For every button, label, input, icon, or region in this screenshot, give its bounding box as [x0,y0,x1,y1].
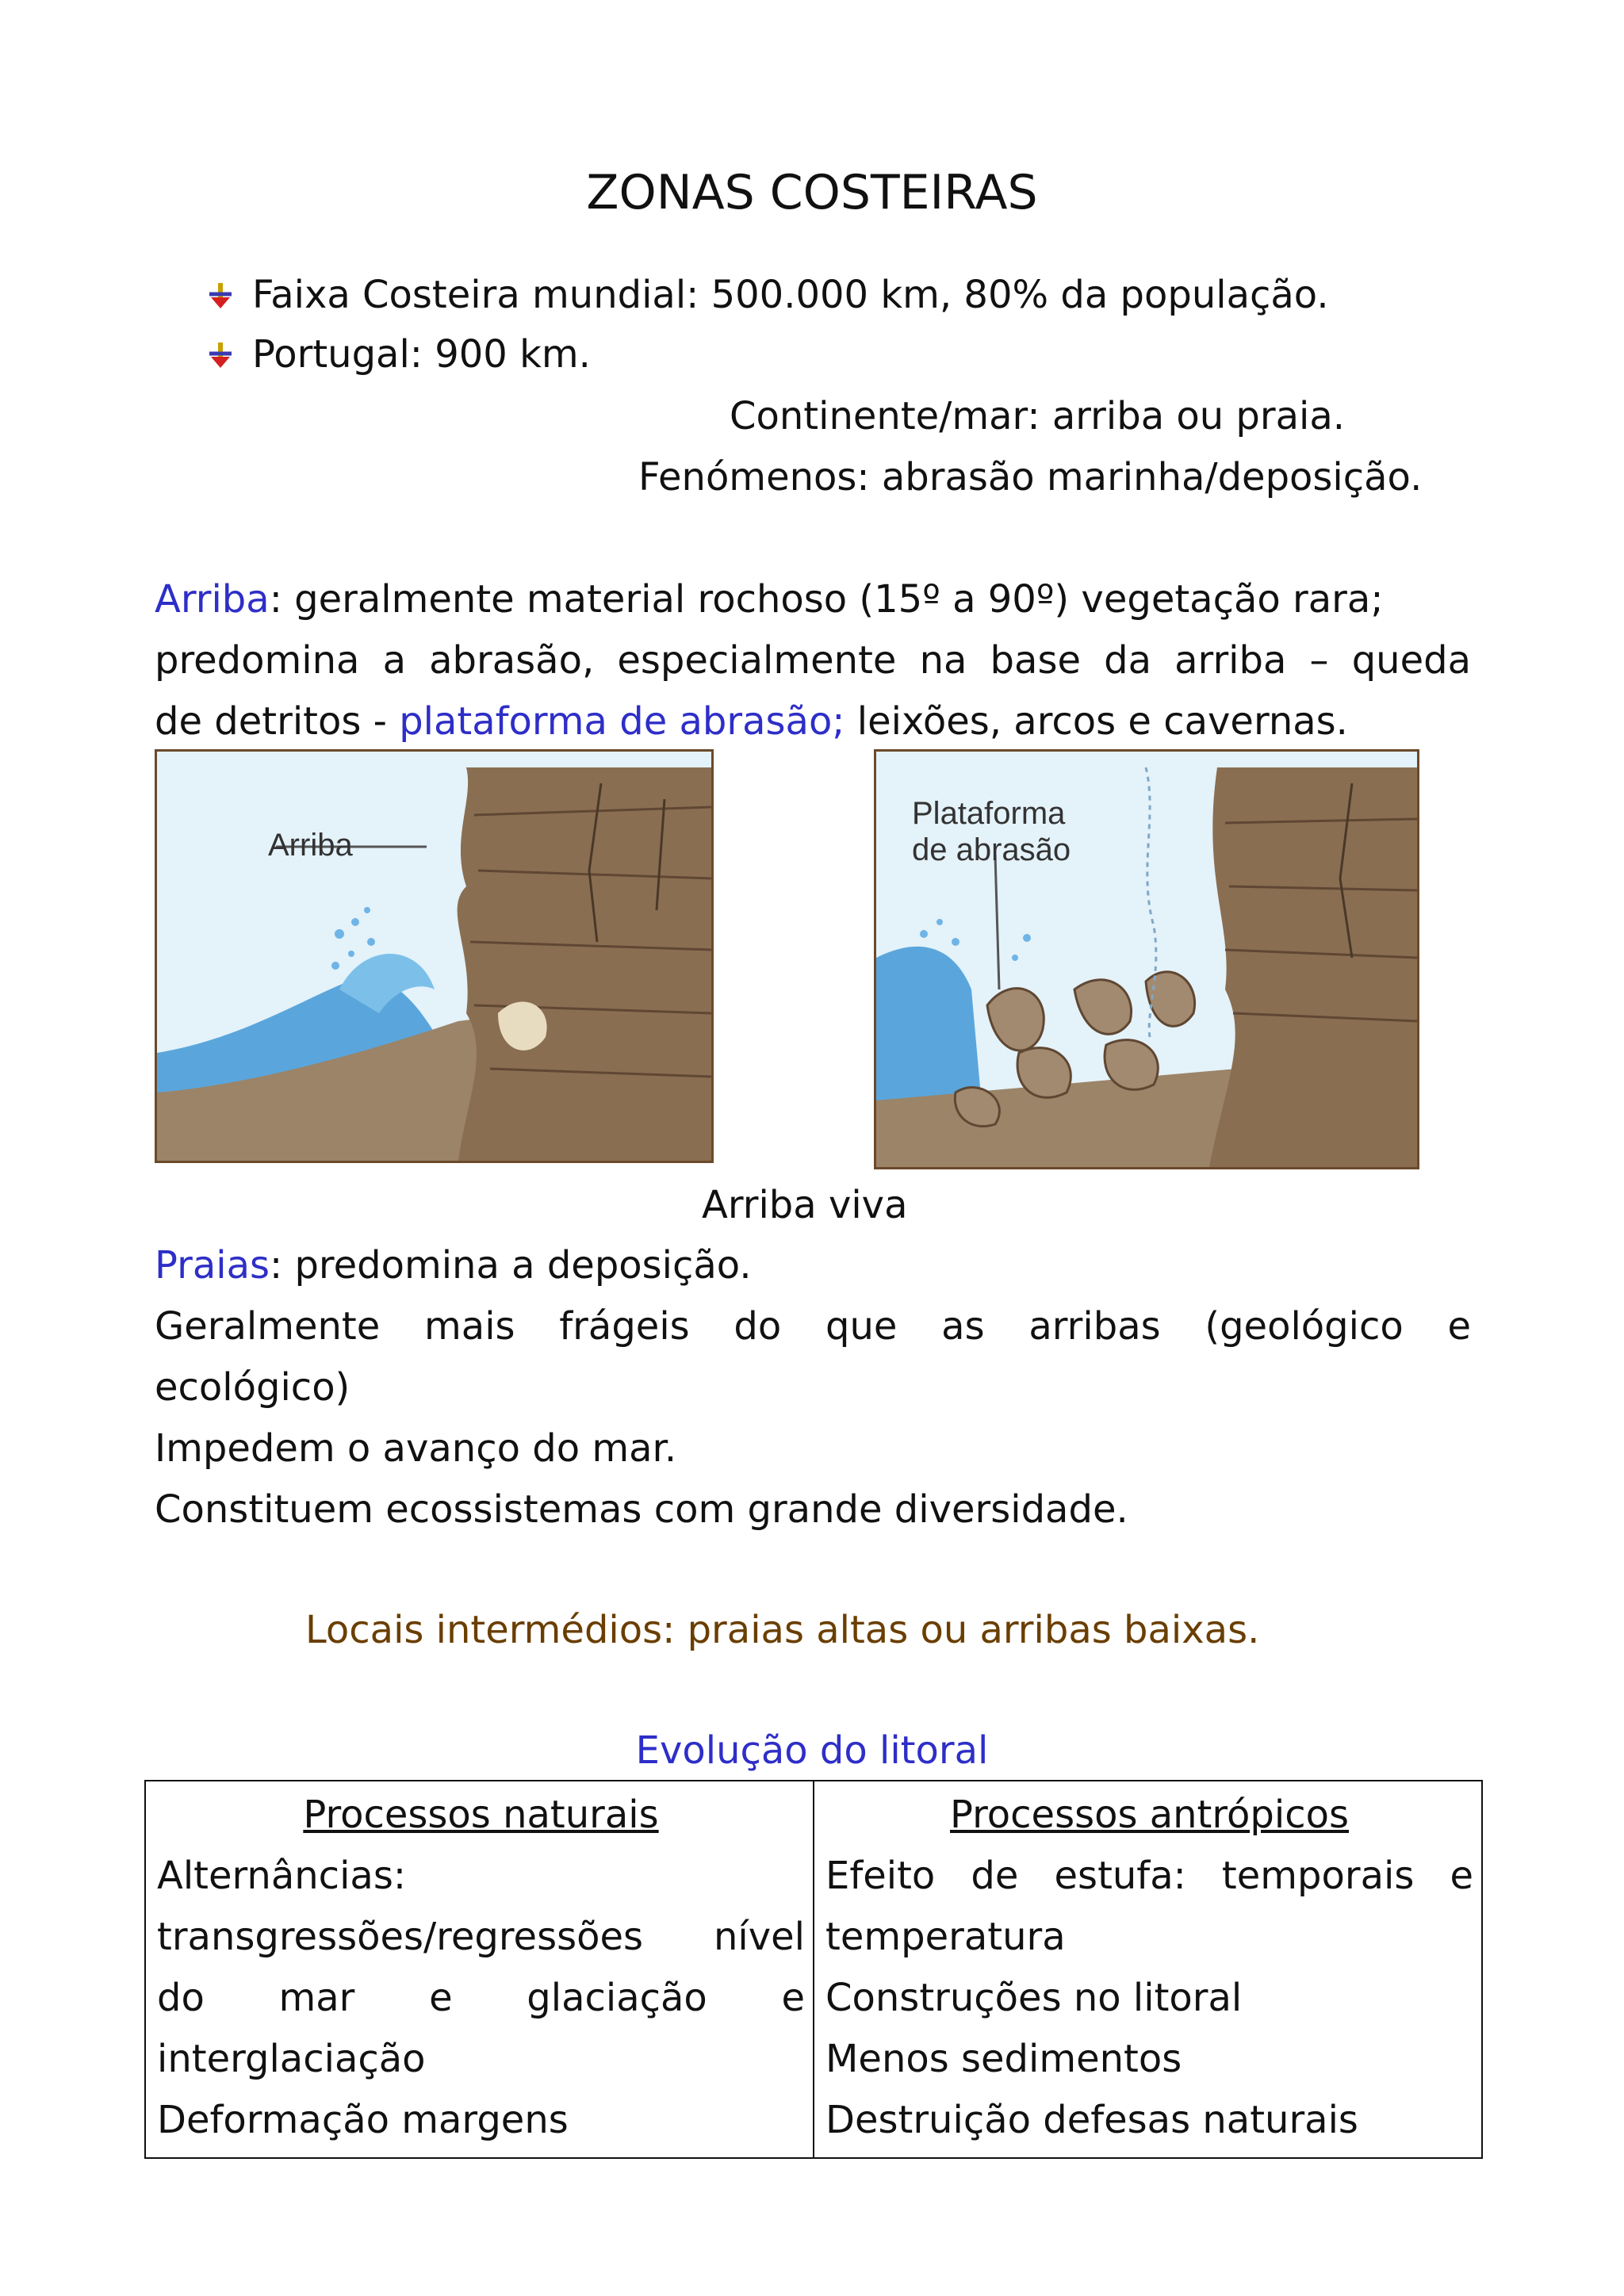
arriba-illustration [157,752,711,1161]
antropicos-cell [814,1781,1482,2158]
antropico-line: Efeito de estufa: temporais e [825,1854,1473,1898]
bullet-line-2: Portugal: 900 km. [252,332,591,377]
arrow-bullet-icon [205,280,236,312]
arriba-line-3 [155,691,1348,752]
arriba-line-1-text: : geralmente material rochoso (15º a 90º) vegetação rara; [269,577,1384,622]
bullet-line-1: Faixa Costeira mundial: 500.000 km, 80% da população. [252,273,1329,317]
praias-line-2: Geralmente mais frágeis do que as arribas (geológico e [155,1304,1471,1349]
arriba-line-3-pre: de detritos - [155,699,400,744]
evolucao-table [144,1780,1483,2159]
antropico-line: temperatura [825,1915,1066,1959]
page-title: ZONAS COSTEIRAS [586,165,1038,220]
antropico-line: Construções no litoral [825,1976,1243,2020]
term-arriba: Arriba [155,577,270,622]
sub-line-fenomenos: Fenómenos: abrasão marinha/deposição. [638,455,1423,499]
figure-plataforma [874,749,1419,1169]
evolucao-title: Evolução do litoral [635,1728,989,1773]
figure-caption: Arriba viva [702,1183,908,1227]
locais-intermedios: Locais intermédios: praias altas ou arribas baixas. [305,1608,1260,1652]
natural-line: Deformação margens [157,2098,569,2142]
label-plataforma-2: de abrasão [912,832,1071,867]
praias-line-1 [155,1235,752,1295]
arriba-line-2: predomina a abrasão, especialmente na base da arriba – queda [155,638,1471,683]
praias-line-3: ecológico) [155,1365,350,1410]
arriba-line-1 [155,569,1383,629]
table-row [145,1781,1482,2158]
arriba-line-3-post: leixões, arcos e cavernas. [845,699,1348,744]
natural-line: interglaciação [157,2037,426,2081]
term-plataforma: plataforma de abrasão; [399,699,845,744]
natural-cell [145,1781,814,2158]
header-antropicos: Processos antrópicos [950,1793,1349,1837]
antropico-line: Destruição defesas naturais [825,2098,1358,2142]
term-praias: Praias [155,1243,270,1288]
natural-line: do mar e glaciação e [157,1976,805,2020]
figure-arriba [155,749,714,1163]
label-plataforma-1: Plataforma [912,796,1066,831]
antropico-line: Menos sedimentos [825,2037,1182,2081]
praias-line-4: Impedem o avanço do mar. [155,1426,677,1471]
natural-line: transgressões/regressões nível [157,1915,805,1959]
arrow-bullet-icon [205,339,236,371]
natural-line: Alternâncias: [157,1854,406,1898]
praias-line-1-text: : predomina a deposição. [270,1243,752,1288]
header-naturais: Processos naturais [303,1793,659,1837]
label-arriba: Arriba [268,828,353,863]
praias-line-5: Constituem ecossistemas com grande diversidade. [155,1487,1128,1532]
sub-line-continente: Continente/mar: arriba ou praia. [730,394,1346,438]
